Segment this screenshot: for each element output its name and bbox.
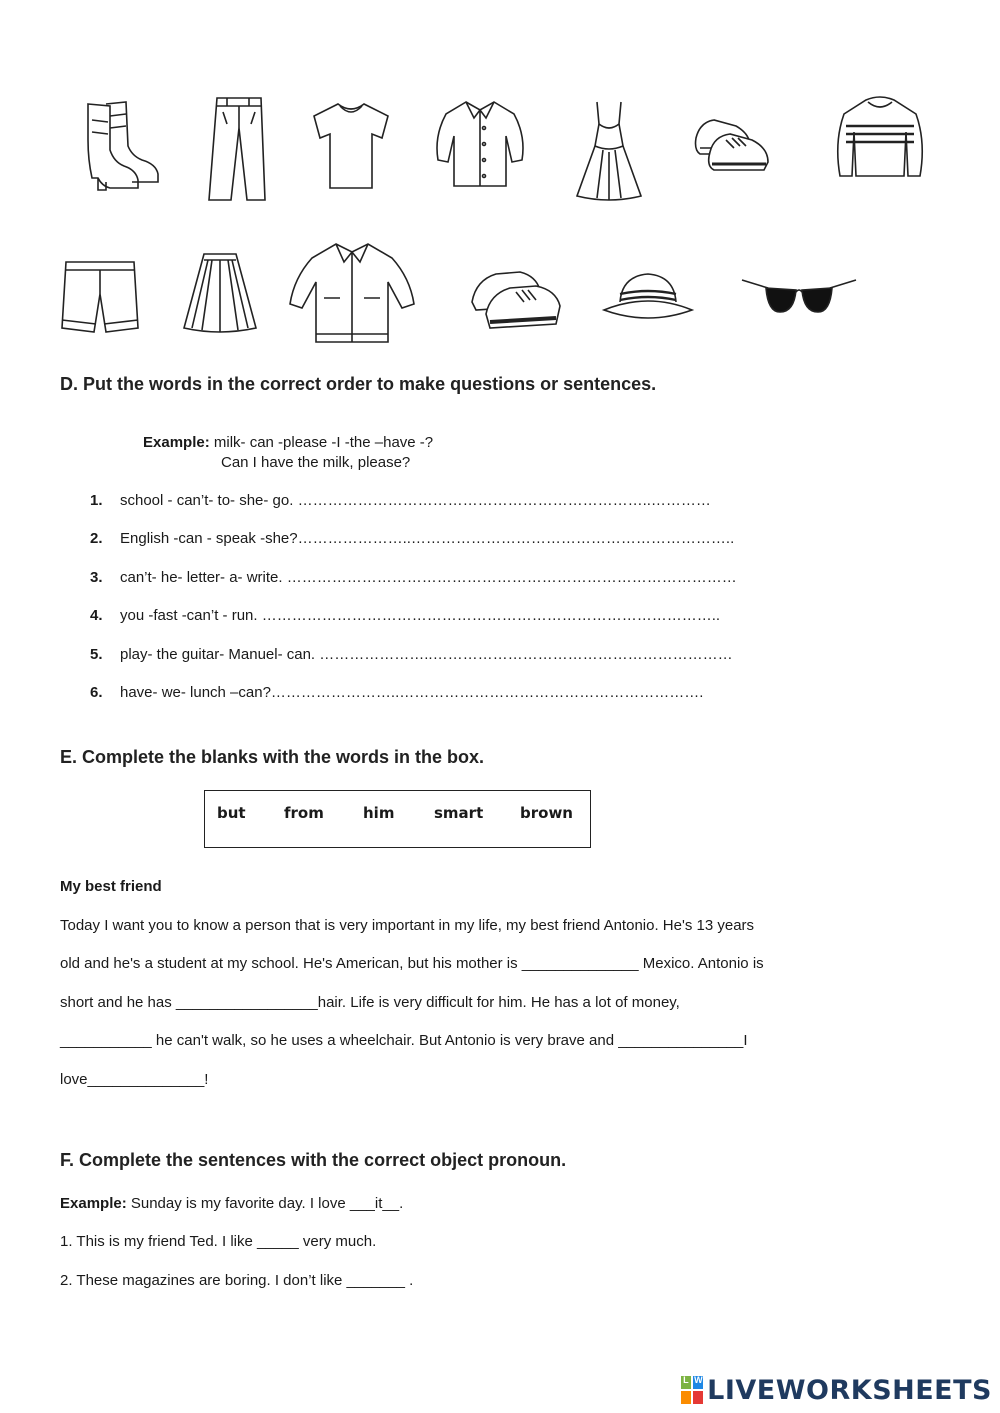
item-text: English -can - speak -she?…………………..……………………………………………………….. (120, 530, 735, 547)
trousers-image (203, 94, 273, 204)
word-box-word: him (363, 804, 395, 822)
trainers-image (466, 262, 566, 338)
exercise-item-1[interactable] (90, 492, 711, 509)
example-label: Example: (60, 1195, 127, 1212)
item-number: 3. (90, 569, 103, 586)
pronoun-item-1[interactable]: 1. This is my friend Ted. I like _____ very much. (60, 1233, 377, 1250)
item-number: 2. (90, 530, 103, 547)
item-text: school - can’t- to- she- go. ……………………………………………………………..………… (120, 492, 711, 509)
paragraph-line-2[interactable]: old and he's a student at my school. He's American, but his mother is ______________ Mexico. Antonio is (60, 955, 764, 972)
exercise-item-4[interactable] (90, 607, 720, 624)
word-box-word: but (217, 804, 246, 822)
reading-title: My best friend (60, 878, 162, 895)
jacket-image (284, 238, 420, 350)
example-label: Example: (143, 434, 210, 451)
word-box (204, 790, 591, 848)
brand-name: LIVEWORKSHEETS (707, 1374, 992, 1406)
logo-letter-l: L (683, 1375, 689, 1385)
paragraph-line-5[interactable]: love______________! (60, 1071, 209, 1088)
example-text: Sunday is my favorite day. I love ___it__. (126, 1195, 404, 1212)
word-box-word: from (284, 804, 324, 822)
item-number: 6. (90, 684, 103, 701)
section-d-example (143, 433, 433, 473)
sweater-image (832, 92, 928, 186)
exercise-item-6[interactable] (90, 684, 703, 701)
item-number: 5. (90, 646, 103, 663)
shoes-image (690, 112, 774, 192)
t-shirt-image (308, 100, 394, 192)
item-text: you -fast -can’t - run. ……………………………………………………………………………….. (120, 607, 721, 624)
section-d-heading: D. Put the words in the correct order to make questions or sentences. (60, 374, 657, 394)
paragraph-line-3[interactable]: short and he has _________________hair. Life is very difficult for him. He has a lot of money, (60, 994, 680, 1011)
skirt-image (180, 250, 260, 336)
liveworksheets-logo (681, 1373, 992, 1407)
shorts-image (58, 258, 142, 338)
dress-image (573, 98, 645, 202)
word-box-word: smart (434, 804, 484, 822)
shirt-image (430, 96, 530, 192)
exercise-item-2[interactable] (90, 530, 734, 547)
item-number: 1. (90, 492, 103, 509)
section-f-heading: F. Complete the sentences with the correct object pronoun. (60, 1150, 567, 1170)
item-number: 4. (90, 607, 103, 624)
example-answer: Can I have the milk, please? (221, 454, 411, 471)
exercise-item-3[interactable] (90, 569, 737, 586)
paragraph-line-1: Today I want you to know a person that is very important in my life, my best friend Antonio. He's 13 years (60, 917, 755, 934)
boots-image (80, 100, 162, 195)
logo-letter-w: W (694, 1375, 703, 1385)
section-f-example (60, 1195, 403, 1212)
sunglasses-image (738, 272, 860, 318)
example-words: milk- can -please -I -the –have -? (213, 434, 434, 451)
item-text: can’t- he- letter- a- write. ……………………………………………………………………………… (120, 569, 737, 586)
item-text: play- the guitar- Manuel- can. …………………..…………………………………………………… (120, 646, 733, 663)
exercise-item-5[interactable] (90, 646, 733, 663)
item-text: have- we- lunch –can?……………………..……………………………………………………. (120, 684, 704, 701)
paragraph-line-4[interactable]: ___________ he can't walk, so he uses a wheelchair. But Antonio is very brave and _______________I (60, 1032, 748, 1049)
hat-image (600, 268, 696, 324)
pronoun-item-2[interactable]: 2. These magazines are boring. I don’t like _______ . (60, 1272, 414, 1289)
word-box-word: brown (520, 804, 573, 822)
section-e-heading: E. Complete the blanks with the words in the box. (60, 747, 485, 767)
